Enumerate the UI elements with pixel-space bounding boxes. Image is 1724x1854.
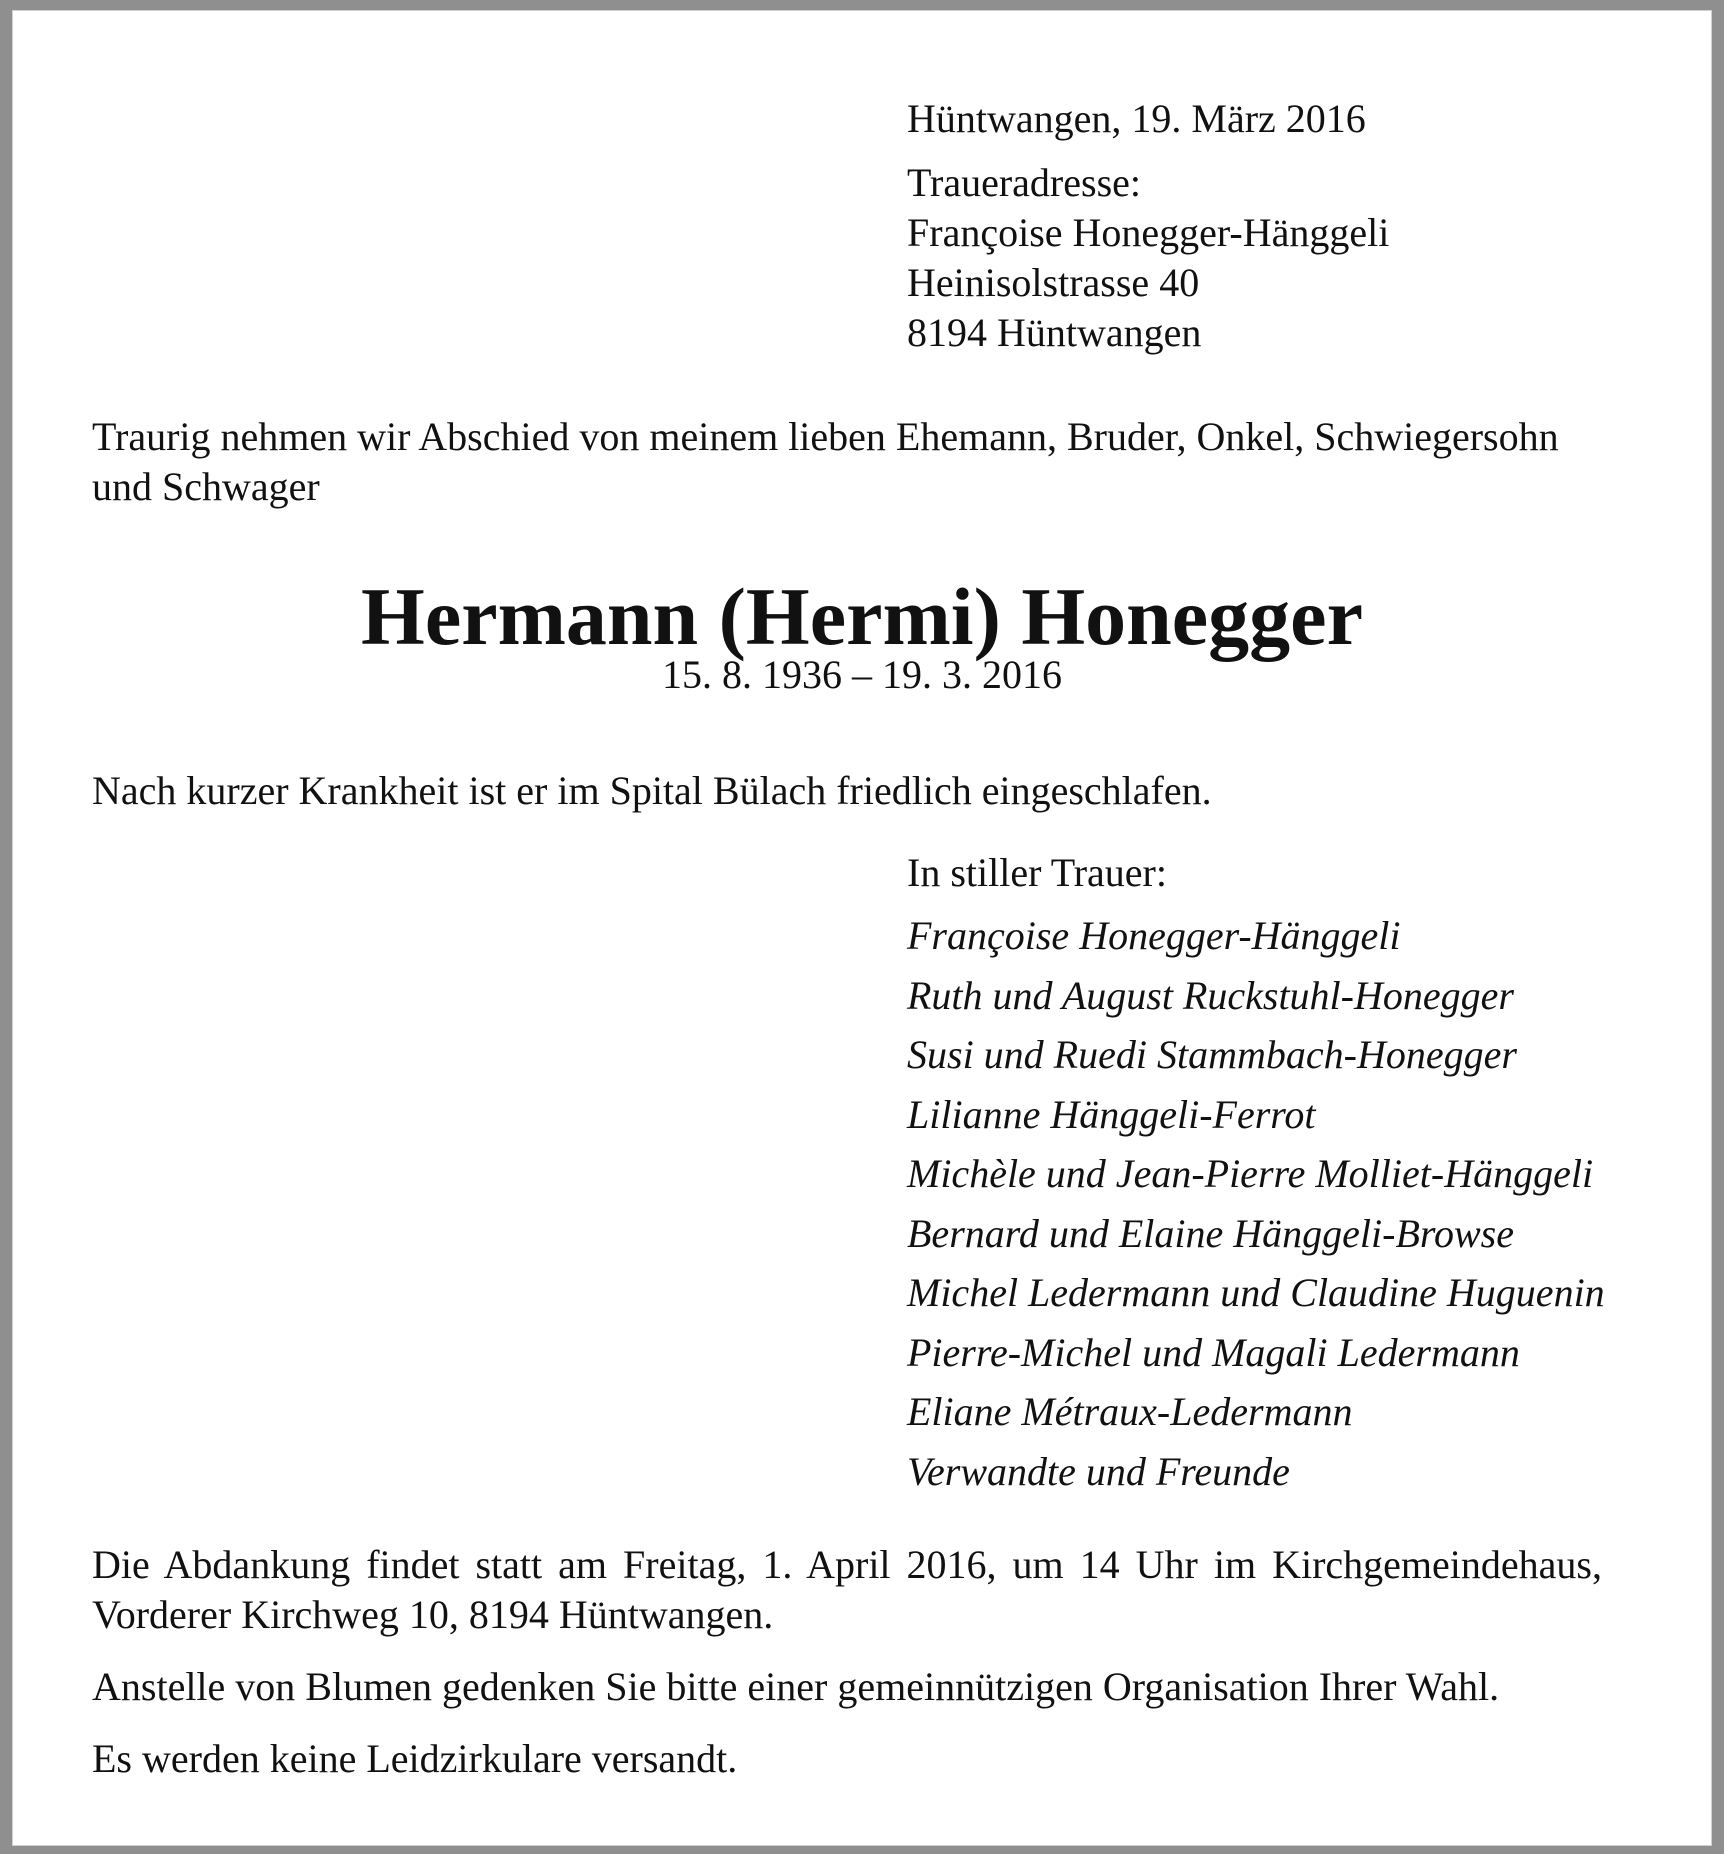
mourner-name: Verwandte und Freunde [907,1448,1290,1494]
mourner-name: Susi und Ruedi Stammbach-Honegger [907,1032,1517,1077]
deceased-name: Hermann (Hermi) Honegger [361,571,1363,662]
address-name: Françoise Honegger-Hänggeli [907,210,1390,255]
obituary-content [12,10,1712,1846]
mourner-name: Bernard und Elaine Hänggeli-Browse [907,1210,1514,1256]
mourner-name: Françoise Honegger-Hänggeli [907,913,1401,958]
mourner-name: Michel Ledermann und Claudine Huguenin [907,1270,1605,1315]
no-circulars-note: Es werden keine Leidzirkulare versandt. [92,1736,738,1781]
funeral-line-1: Die Abdankung findet statt am Freitag, 1. April 2016, um 14 Uhr im Kirchgemeindehaus, [92,1542,1602,1587]
place-date: Hüntwangen, 19. März 2016 [907,96,1366,141]
flowers-note: Anstelle von Blumen gedenken Sie bitte einer gemeinnützigen Organisation Ihrer Wahl. [92,1664,1500,1709]
mourner-name: Pierre-Michel und Magali Ledermann [907,1329,1520,1375]
obituary-page [12,10,1712,1846]
funeral-line-2: Vorderer Kirchweg 10, 8194 Hüntwangen. [92,1592,774,1637]
mourner-name: Eliane Métraux-Ledermann [907,1389,1353,1434]
mourner-name: Lilianne Hänggeli-Ferrot [907,1091,1316,1137]
intro-line-1: Traurig nehmen wir Abschied von meinem lieben Ehemann, Bruder, Onkel, Schwiegersohn [92,414,1559,459]
mourner-name: Ruth und August Ruckstuhl-Honegger [907,972,1514,1018]
mourner-name: Michèle und Jean-Pierre Molliet-Hänggeli [907,1151,1594,1196]
mourners-list [907,906,1605,1501]
life-dates: 15. 8. 1936 – 19. 3. 2016 [662,652,1062,697]
address-street: Heinisolstrasse 40 [907,260,1200,305]
statement: Nach kurzer Krankheit ist er im Spital Bülach friedlich eingeschlafen. [92,768,1212,813]
mourners-label: In stiller Trauer: [907,850,1167,895]
intro-line-2: und Schwager [92,464,320,509]
address-label: Traueradresse: [907,160,1142,205]
address-city: 8194 Hüntwangen [907,310,1202,355]
